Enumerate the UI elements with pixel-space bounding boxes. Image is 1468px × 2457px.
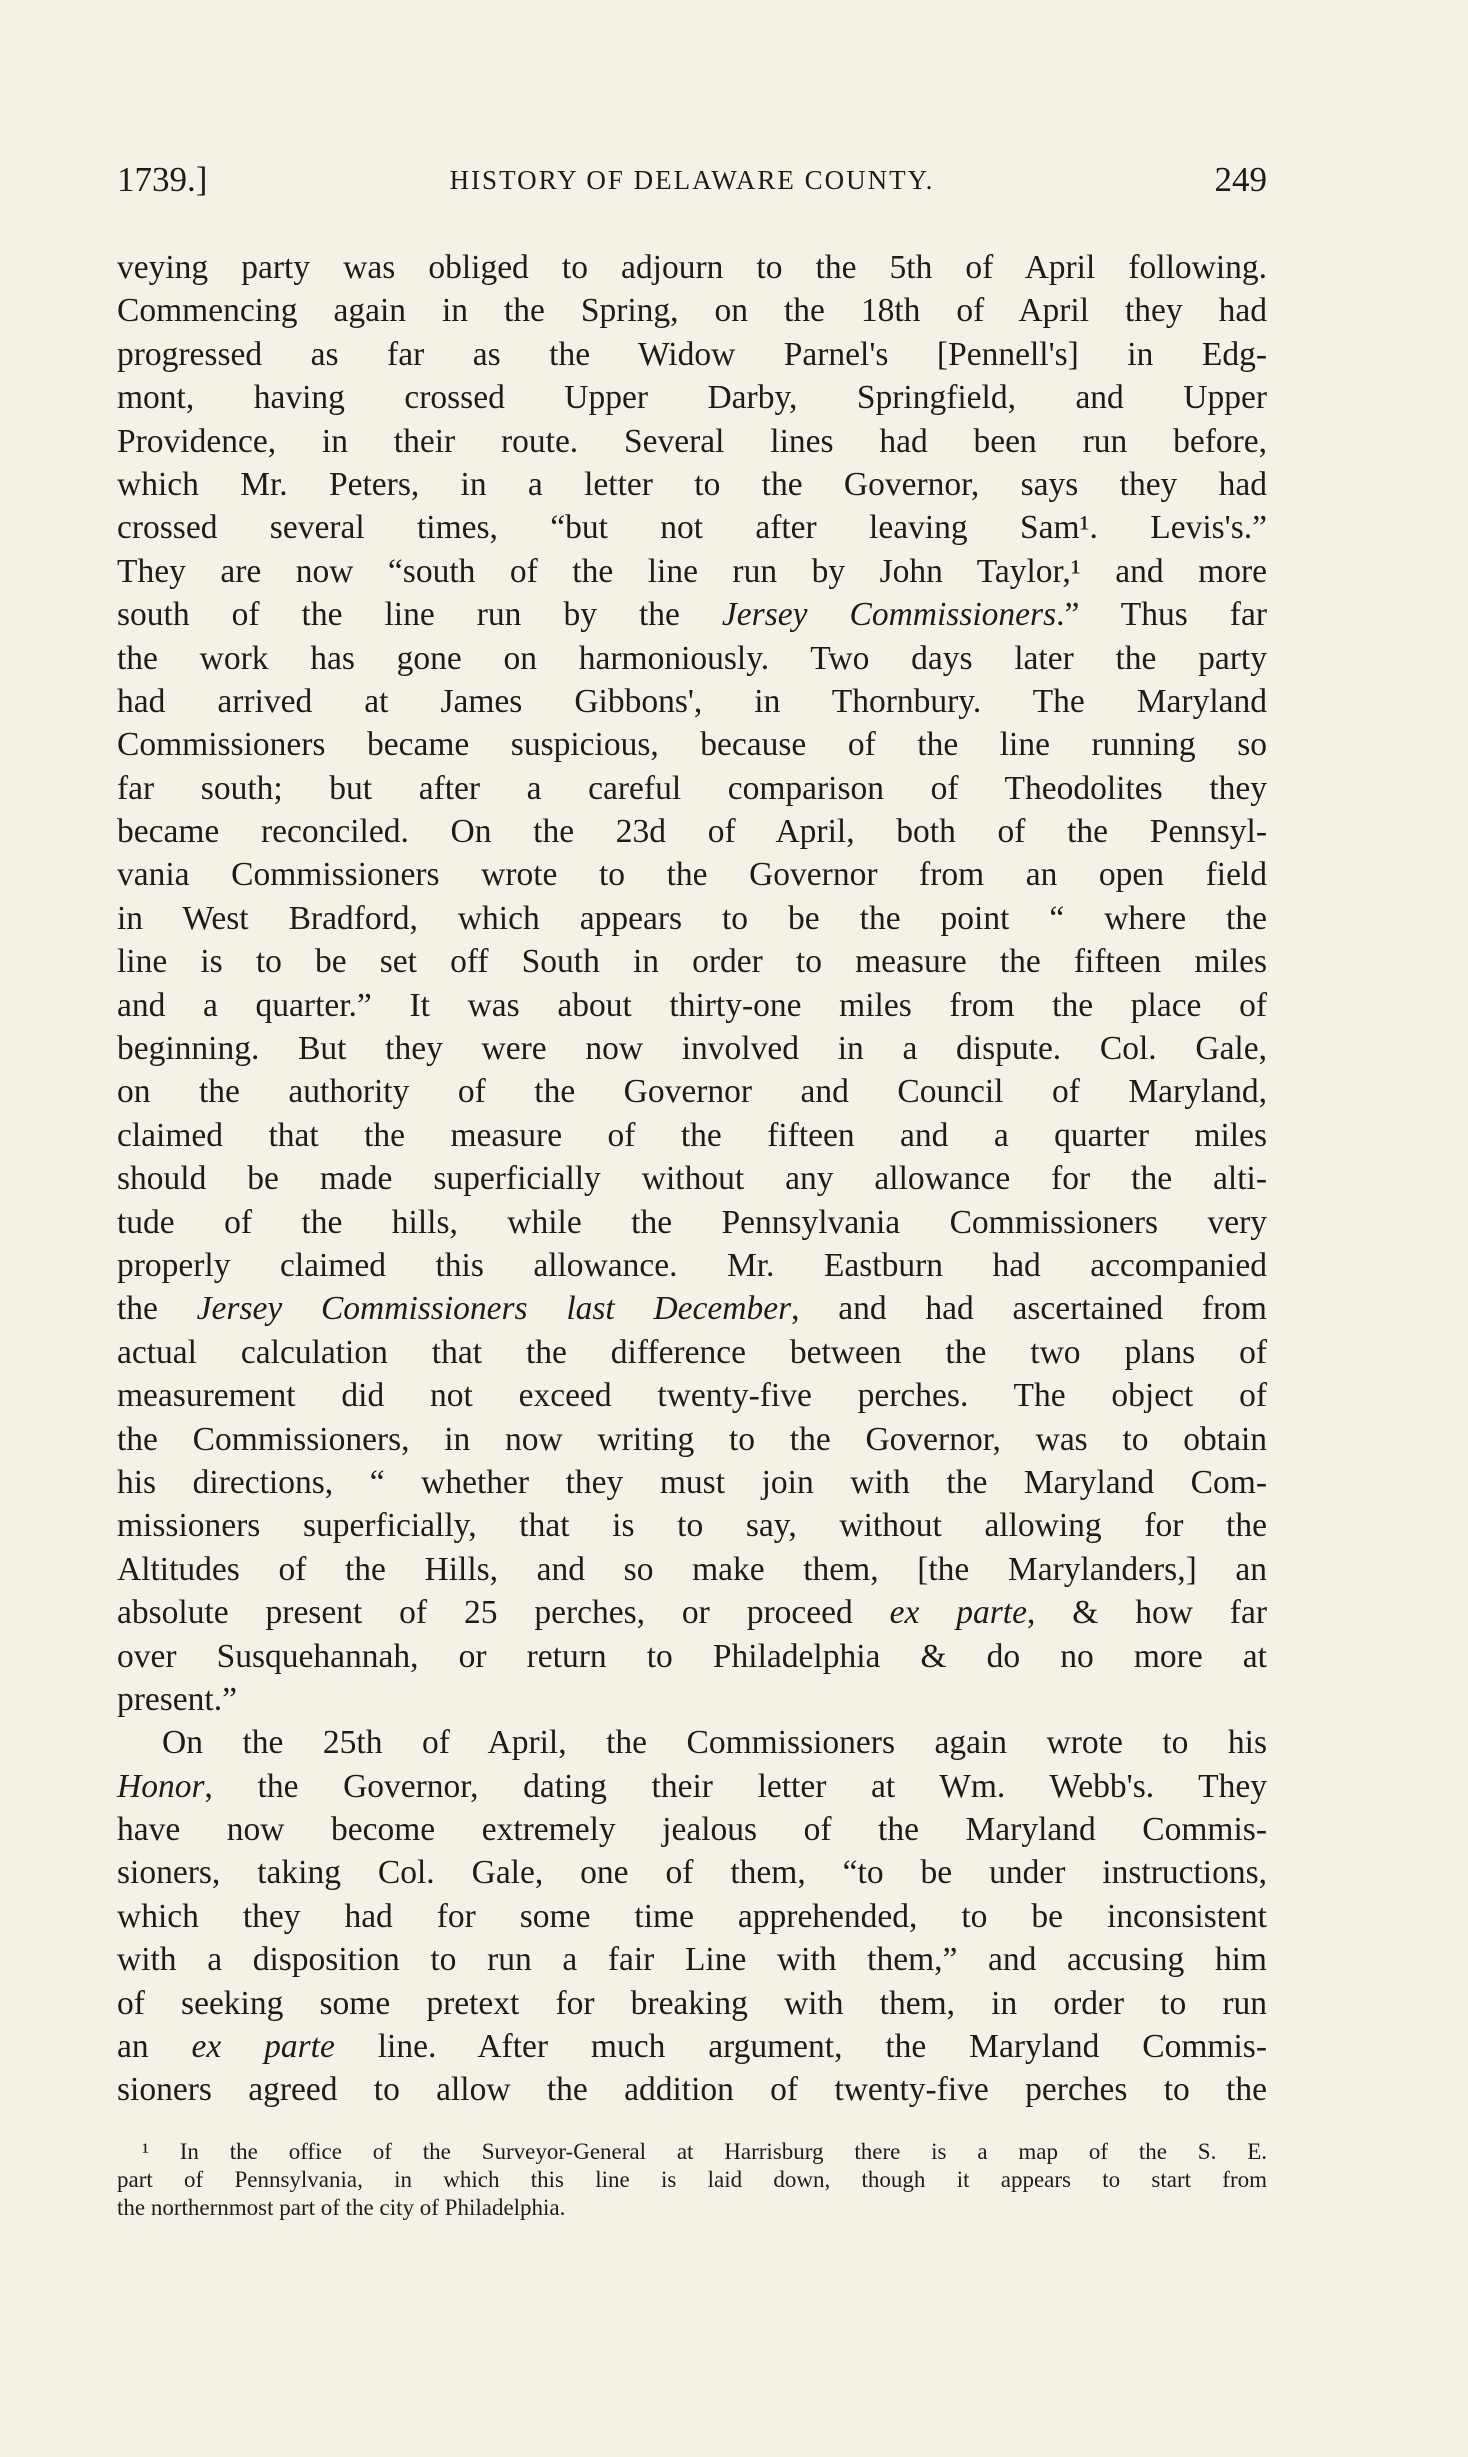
text-line: crossed several times, “but not after leaving Sam¹. Levis's.” (117, 509, 1267, 547)
text-line: mont, having crossed Upper Darby, Springfield, and Upper (117, 379, 1267, 417)
text-line: properly claimed this allowance. Mr. Eastburn had accompanied (117, 1246, 1267, 1284)
text-line: over Susquehannah, or return to Philadelphia & do no more at (117, 1637, 1267, 1675)
text-line: They are now “south of the line run by John Taylor,¹ and more (117, 552, 1267, 590)
footnote (117, 2138, 1267, 2222)
text-line: Commencing again in the Spring, on the 18th of April they had (117, 292, 1267, 330)
header-title: HISTORY OF DELAWARE COUNTY. (449, 165, 935, 195)
text-line: and a quarter.” It was about thirty-one miles from the place of (117, 986, 1267, 1024)
text-line: an ex parte line. After much argument, the Maryland Commis- (117, 2028, 1267, 2066)
text-line: had arrived at James Gibbons', in Thornbury. The Maryland (117, 682, 1267, 720)
text-line: beginning. But they were now involved in a dispute. Col. Gale, (117, 1030, 1267, 1068)
text-line: sioners, taking Col. Gale, one of them, “to be under instructions, (117, 1854, 1267, 1892)
text-line: absolute present of 25 perches, or proceed ex parte, & how far (117, 1594, 1267, 1632)
page-number: 249 (1214, 160, 1267, 199)
body-text (117, 246, 1267, 2112)
text-line: veying party was obliged to adjourn to the 5th of April following. (117, 249, 1267, 286)
text-line: Providence, in their route. Several lines had been run before, (117, 422, 1267, 460)
text-line: should be made superficially without any allowance for the alti- (117, 1160, 1267, 1198)
text-line: with a disposition to run a fair Line with them,” and accusing him (117, 1941, 1267, 1979)
text-line: have now become extremely jealous of the Maryland Commis- (117, 1811, 1267, 1849)
text-line: became reconciled. On the 23d of April, both of the Pennsyl- (117, 813, 1267, 851)
text-line: the Jersey Commissioners last December, and had ascertained from (117, 1290, 1267, 1328)
text-line: progressed as far as the Widow Parnel's [Pennell's] in Edg- (117, 335, 1267, 373)
text-line: tude of the hills, while the Pennsylvania Commissioners very (117, 1203, 1267, 1241)
text-line: the Commissioners, in now writing to the Governor, was to obtain (117, 1420, 1267, 1458)
text-line: missioners superficially, that is to say, without allowing for the (117, 1507, 1267, 1545)
text-line: the work has gone on harmoniously. Two days later the party (117, 639, 1267, 677)
text-line: south of the line run by the Jersey Commissioners.” Thus far (117, 596, 1267, 634)
text-line: which Mr. Peters, in a letter to the Governor, says they had (117, 465, 1267, 503)
text-line: Honor, the Governor, dating their letter at Wm. Webb's. They (117, 1767, 1267, 1805)
text-line: in West Bradford, which appears to be the point “ where the (117, 899, 1267, 937)
header-year: 1739.] (117, 160, 208, 199)
book-page (117, 160, 1267, 2222)
text-line: on the authority of the Governor and Council of Maryland, (117, 1073, 1267, 1111)
text-line: present.” (117, 1680, 237, 1718)
running-header (117, 160, 1267, 216)
text-line: measurement did not exceed twenty-five perches. The object of (117, 1377, 1267, 1415)
footnote-line: ¹ In the office of the Surveyor-General at Harrisburg there is a map of the S. E. (142, 2138, 1267, 2164)
text-line: claimed that the measure of the fifteen and a quarter miles (117, 1116, 1267, 1154)
text-line: line is to be set off South in order to measure the fifteen miles (117, 943, 1267, 981)
text-line: Commissioners became suspicious, because of the line running so (117, 726, 1267, 764)
text-line: On the 25th of April, the Commissioners again wrote to his (162, 1724, 1267, 1762)
text-line: sioners agreed to allow the addition of twenty-five perches to the (117, 2071, 1267, 2109)
footnote-line: part of Pennsylvania, in which this line is laid down, though it appears to start from (117, 2166, 1267, 2192)
text-line: far south; but after a careful comparison of Theodolites they (117, 769, 1267, 807)
text-line: his directions, “ whether they must join with the Maryland Com- (117, 1463, 1267, 1501)
text-line: of seeking some pretext for breaking with them, in order to run (117, 1984, 1267, 2022)
text-line: vania Commissioners wrote to the Governor from an open field (117, 856, 1267, 894)
text-line: which they had for some time apprehended, to be inconsistent (117, 1897, 1267, 1935)
text-line: Altitudes of the Hills, and so make them, [the Marylanders,] an (117, 1550, 1267, 1588)
text-line: actual calculation that the difference between the two plans of (117, 1333, 1267, 1371)
footnote-line: the northernmost part of the city of Philadelphia. (117, 2194, 566, 2220)
